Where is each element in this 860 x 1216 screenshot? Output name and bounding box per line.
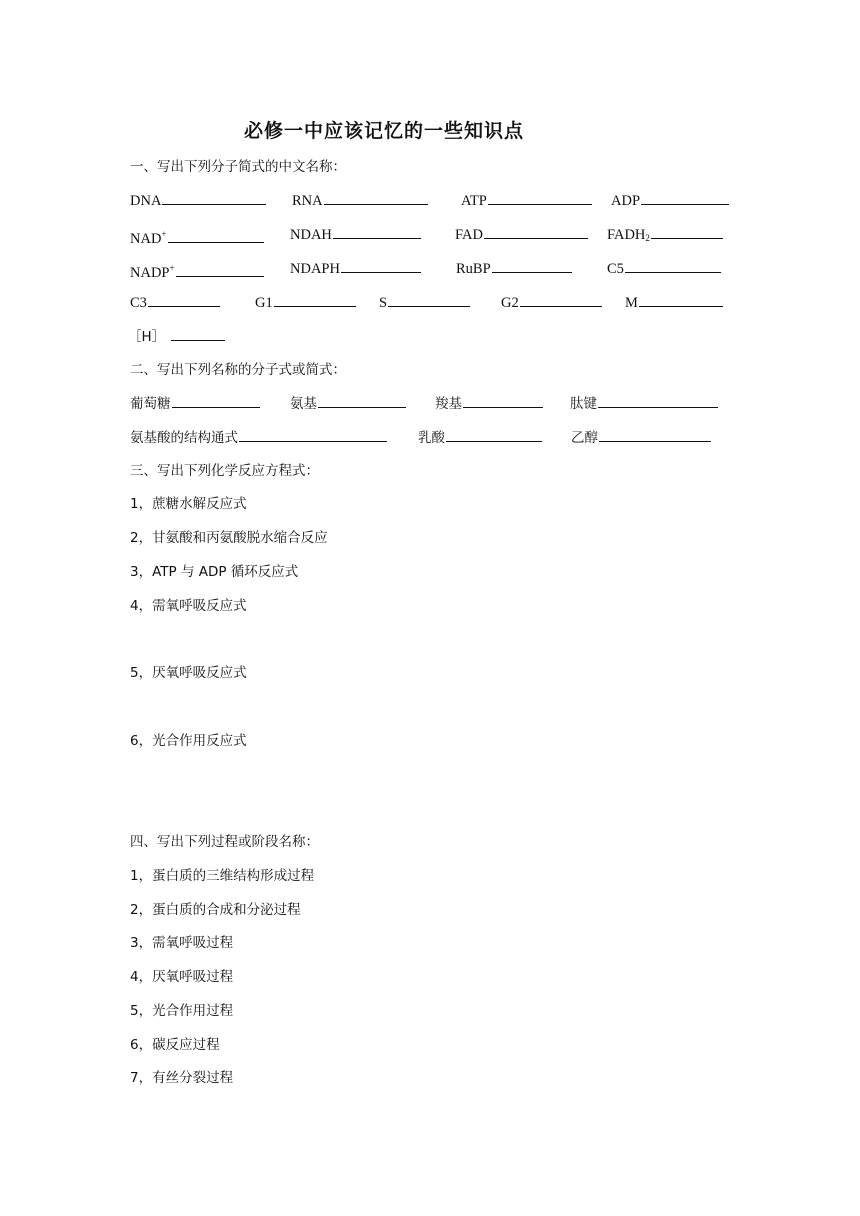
term-label: FADH [607, 227, 646, 243]
blank-peptide-bond [570, 393, 718, 414]
blank-c5 [607, 258, 721, 279]
fill-in-blank[interactable] [239, 427, 387, 442]
fill-in-blank[interactable] [641, 190, 729, 205]
term-label: S [379, 295, 388, 311]
list-item: 2，蛋白质的合成和分泌过程 [130, 902, 301, 918]
term-label: ATP [461, 193, 487, 209]
fill-in-blank[interactable] [639, 292, 723, 307]
term-label: NADP [130, 265, 170, 281]
fill-in-blank[interactable] [333, 224, 421, 239]
term-label: FAD [455, 227, 483, 243]
term-label: RuBP [456, 261, 491, 277]
term-label: RNA [292, 193, 323, 209]
blank-m [625, 292, 723, 313]
list-item: 1，蔗糖水解反应式 [130, 496, 247, 512]
blank-amino [290, 393, 406, 414]
list-item: 5，厌氧呼吸反应式 [130, 665, 247, 681]
superscript-plus: + [161, 229, 167, 239]
blank-rubp [456, 258, 572, 279]
fill-in-blank[interactable] [388, 292, 470, 307]
fill-in-blank[interactable] [171, 326, 225, 341]
term-label: M [625, 295, 638, 311]
fill-in-blank[interactable] [341, 258, 421, 273]
section1-heading: 一、写出下列分子简式的中文名称： [130, 159, 346, 175]
list-item: 4，厌氧呼吸过程 [130, 969, 234, 985]
blank-nad [130, 224, 264, 249]
blank-fad [455, 224, 588, 245]
term-label: 羧基 [435, 396, 462, 412]
fill-in-blank[interactable] [172, 393, 260, 408]
fill-in-blank[interactable] [651, 224, 723, 239]
section2-heading: 二、写出下列名称的分子式或简式： [130, 362, 346, 378]
subscript-two: 2 [645, 233, 650, 243]
term-label: 肽键 [570, 396, 597, 412]
fill-in-blank[interactable] [463, 393, 543, 408]
list-item: 1，蛋白质的三维结构形成过程 [130, 868, 315, 884]
blank-rna [292, 190, 428, 211]
fill-in-blank[interactable] [168, 228, 264, 243]
fill-in-blank[interactable] [176, 262, 264, 277]
section4-heading: 四、写出下列过程或阶段名称： [130, 834, 319, 850]
document-title: 必修一中应该记忆的一些知识点 [243, 120, 524, 142]
superscript-plus: + [169, 263, 175, 273]
term-label: ［H］ [128, 329, 166, 345]
blank-nadp [130, 258, 264, 283]
fill-in-blank[interactable] [492, 258, 572, 273]
blank-s [379, 292, 470, 313]
blank-dna [130, 190, 266, 211]
list-item: 6，碳反应过程 [130, 1037, 220, 1053]
term-label: DNA [130, 193, 162, 209]
list-item: 3，需氧呼吸过程 [130, 935, 234, 951]
blank-ethanol [571, 427, 711, 448]
list-item: 2，甘氨酸和丙氨酸脱水缩合反应 [130, 530, 328, 546]
blank-adp [611, 190, 729, 211]
fill-in-blank[interactable] [318, 393, 406, 408]
blank-lactic-acid [418, 427, 542, 448]
term-label: 葡萄糖 [130, 396, 171, 412]
fill-in-blank[interactable] [324, 190, 428, 205]
fill-in-blank[interactable] [598, 393, 718, 408]
term-label: NDAPH [290, 261, 340, 277]
blank-g2 [501, 292, 602, 313]
blank-ndaph [290, 258, 421, 279]
blank-h [128, 326, 225, 347]
list-item: 4，需氧呼吸反应式 [130, 598, 247, 614]
fill-in-blank[interactable] [520, 292, 602, 307]
fill-in-blank[interactable] [488, 190, 592, 205]
term-label: 氨基酸的结构通式 [130, 430, 238, 446]
term-label: NDAH [290, 227, 332, 243]
term-label: ADP [611, 193, 641, 209]
fill-in-blank[interactable] [446, 427, 542, 442]
fill-in-blank[interactable] [599, 427, 711, 442]
term-label: G1 [255, 295, 273, 311]
fill-in-blank[interactable] [162, 190, 266, 205]
blank-atp [461, 190, 592, 211]
term-label: 乳酸 [418, 430, 445, 446]
term-label: G2 [501, 295, 519, 311]
term-label: NAD [130, 231, 162, 247]
section3-heading: 三、写出下列化学反应方程式： [130, 463, 319, 479]
blank-c3 [130, 292, 220, 313]
blank-carboxyl [435, 393, 543, 414]
term-label: C3 [130, 295, 147, 311]
blank-amino-acid-formula [130, 427, 387, 448]
blank-fadh2 [607, 224, 723, 248]
list-item: 7，有丝分裂过程 [130, 1070, 234, 1086]
fill-in-blank[interactable] [484, 224, 588, 239]
list-item: 5，光合作用过程 [130, 1003, 234, 1019]
blank-g1 [255, 292, 356, 313]
list-item: 6，光合作用反应式 [130, 733, 247, 749]
term-label: 氨基 [290, 396, 317, 412]
fill-in-blank[interactable] [148, 292, 220, 307]
list-item: 3，ATP 与 ADP 循环反应式 [130, 564, 299, 580]
fill-in-blank[interactable] [274, 292, 356, 307]
term-label: 乙醇 [571, 430, 598, 446]
blank-ndah [290, 224, 421, 245]
term-label: C5 [607, 261, 624, 277]
blank-glucose [130, 393, 260, 414]
fill-in-blank[interactable] [625, 258, 721, 273]
